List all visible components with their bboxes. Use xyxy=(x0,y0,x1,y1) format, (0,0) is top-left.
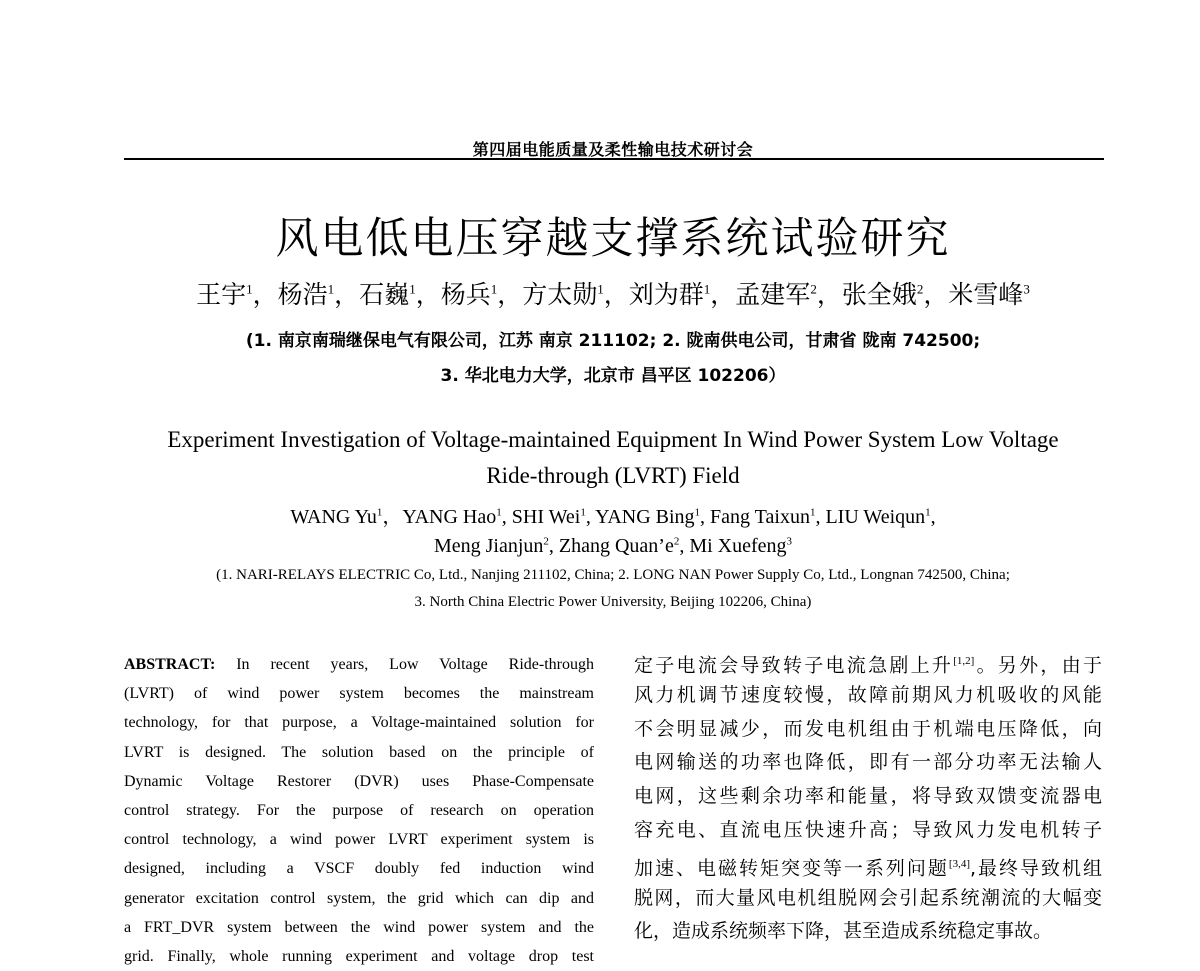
author-affiliation-mark: 2 xyxy=(673,535,680,548)
abstract xyxy=(124,650,594,971)
abstract-text: designed, including a VSCF doubly fed induction wind xyxy=(124,860,594,878)
body-text: 风力机调节速度较慢，故障前期风力机吸收的风能 xyxy=(634,683,1102,706)
abstract-text: control technology, a wind power LVRT experiment system is xyxy=(124,831,594,849)
abstract-text: (LVRT) of wind power system becomes the mainstream xyxy=(124,685,594,703)
author-affiliation-mark: 2 xyxy=(810,281,817,297)
author-separator: ， xyxy=(252,280,278,309)
affiliation-cn-line-1: (1. 南京南瑞继保电气有限公司，江苏 南京 211102; 2. 陇南供电公司，甘肃省 陇南 742500; xyxy=(245,331,981,351)
author-affiliation-mark: 3 xyxy=(786,535,793,548)
header-rule xyxy=(124,158,1104,160)
author-name: 石巍 xyxy=(359,280,410,309)
affiliation-en-line-2: 3. North China Electric Power University, Beijing 102206, China) xyxy=(414,594,812,610)
author-name: 方太勋 xyxy=(522,280,598,309)
author-affiliation-mark: 1 xyxy=(409,281,416,297)
author-affiliation-mark: 1 xyxy=(490,281,498,297)
body-line xyxy=(634,848,1102,882)
author-separator: , xyxy=(700,506,711,528)
body-line xyxy=(634,915,1102,949)
body-line xyxy=(634,882,1102,916)
author-separator: ， xyxy=(603,280,629,309)
abstract-line xyxy=(124,825,594,854)
abstract-line xyxy=(124,738,594,767)
abstract-text: technology, for that purpose, a Voltage-maintained solution for xyxy=(124,714,594,732)
author-separator: , xyxy=(548,535,559,557)
author-list-cn xyxy=(0,275,1200,311)
author-affiliation-mark: 1 xyxy=(694,506,701,519)
author-affiliation-mark: 1 xyxy=(703,281,711,297)
author-name: 杨浩 xyxy=(277,280,328,309)
author-name: 刘为群 xyxy=(628,280,704,309)
body-line xyxy=(634,713,1102,747)
body-text: 电网，这些剩余功率和能量，将导致双馈变流器电 xyxy=(634,785,1102,808)
abstract-label: ABSTRACT: xyxy=(124,656,216,673)
author-name: SHI Wei xyxy=(511,506,581,528)
author-affiliation-mark: 1 xyxy=(597,281,604,297)
author-separator: ， xyxy=(497,280,523,309)
body-text: 容充电、直流电压快速升高；导致风力发电机转子 xyxy=(634,818,1102,841)
conference-header: 第四届电能质量及柔性输电技术研讨会 xyxy=(472,140,754,159)
body-line xyxy=(634,679,1102,713)
abstract-line xyxy=(124,767,594,796)
author-name: YANG Hao xyxy=(402,506,497,528)
abstract-line xyxy=(124,708,594,737)
author-name: 杨兵 xyxy=(440,280,491,309)
body-text: 电网输送的功率也降低，即有一部分功率无法输人 xyxy=(634,751,1102,774)
author-separator: , xyxy=(585,506,596,528)
abstract-line xyxy=(124,650,594,679)
abstract-line xyxy=(124,884,594,913)
author-list-en-line-1 xyxy=(0,500,1200,529)
author-affiliation-mark: 1 xyxy=(925,506,931,519)
abstract-text: LVRT is designed. The solution based on the principle of xyxy=(124,743,594,761)
author-list-en-line-2 xyxy=(0,535,1200,558)
affiliation-en-line-1: (1. NARI-RELAYS ELECTRIC Co, Ltd., Nanjing 211102, China; 2. LONG NAN Power Supply Co, Ltd., Longnan 742500, China; xyxy=(216,567,1010,583)
author-affiliation-mark: 1 xyxy=(580,506,586,519)
body-text: 不会明显减少，而发电机组由于机端电压降低，向 xyxy=(634,717,1102,740)
body-line xyxy=(634,746,1102,780)
abstract-text: generator excitation control system, the grid which can dip and xyxy=(124,889,594,907)
abstract-text: a FRT_DVR system between the wind power system and the xyxy=(124,918,594,936)
abstract-line xyxy=(124,913,594,942)
abstract-text: grid. Finally, whole running experiment and voltage drop test xyxy=(124,947,594,965)
author-affiliation-mark: 2 xyxy=(543,535,549,548)
author-name: 米雪峰 xyxy=(948,280,1024,309)
body-line xyxy=(634,780,1102,814)
author-separator: ， xyxy=(710,280,736,309)
author-name: Fang Taixun xyxy=(710,506,810,528)
author-affiliation-mark: 1 xyxy=(327,281,335,297)
body-line xyxy=(634,814,1102,848)
affiliation-cn-line-2: 3. 华北电力大学，北京市 昌平区 102206） xyxy=(440,366,786,386)
author-name: Mi Xuefeng xyxy=(689,535,787,557)
author-separator: ， xyxy=(923,280,949,309)
author-name: Meng Jianjun xyxy=(433,535,544,557)
body-line xyxy=(634,645,1102,679)
body-text-cn xyxy=(634,645,1102,949)
author-affiliation-mark: 1 xyxy=(376,506,383,519)
author-separator: ， xyxy=(816,280,842,309)
author-name: LIU Weiqun xyxy=(825,506,926,528)
author-name: WANG Yu xyxy=(290,506,377,528)
abstract-text: control strategy. For the purpose of research on operation xyxy=(124,801,594,819)
author-name: 王宇 xyxy=(196,280,247,309)
abstract-text: In recent years, Low Voltage Ride-through xyxy=(215,656,594,673)
body-text: 加速、电磁转矩突变等一系列问题 xyxy=(634,857,949,880)
paper-title-cn: 风电低电压穿越支撑系统试验研究 xyxy=(275,214,951,264)
author-separator: , xyxy=(679,535,690,557)
body-text: 脱网，而大量风电机组脱网会引起系统潮流的大幅变 xyxy=(634,886,1102,909)
author-separator: , xyxy=(930,506,936,528)
author-affiliation-mark: 1 xyxy=(809,506,816,519)
author-affiliation-mark: 2 xyxy=(916,281,924,297)
abstract-line xyxy=(124,942,594,971)
body-text: 定子电流会导致转子电流急剧上升 xyxy=(634,654,954,677)
abstract-line xyxy=(124,854,594,883)
abstract-line xyxy=(124,796,594,825)
body-text: ,最终导致机组 xyxy=(969,857,1102,880)
author-affiliation-mark: 3 xyxy=(1023,281,1030,297)
paper-title-en-line-1: Experiment Investigation of Voltage-maintained Equipment In Wind Power System Low Voltage xyxy=(167,427,1059,452)
body-text: 。另外，由于 xyxy=(974,654,1102,677)
author-separator: ， xyxy=(382,506,403,528)
author-separator: , xyxy=(815,506,826,528)
paper-title-en-line-2: Ride-through (LVRT) Field xyxy=(486,463,740,488)
abstract-line xyxy=(124,679,594,708)
author-affiliation-mark: 1 xyxy=(496,506,502,519)
abstract-text: Dynamic Voltage Restorer (DVR) uses Phase-Compensate xyxy=(124,772,594,790)
author-name: YANG Bing xyxy=(595,506,695,528)
author-name: 张全娥 xyxy=(841,280,917,309)
citation-mark: [3,4] xyxy=(948,857,970,870)
author-separator: ， xyxy=(334,280,360,309)
author-name: Zhang Quan’e xyxy=(558,535,674,557)
author-affiliation-mark: 1 xyxy=(246,281,253,297)
author-separator: , xyxy=(501,506,512,528)
body-text: 化，造成系统频率下降，甚至造成系统稳定事故。 xyxy=(634,920,1053,943)
author-separator: ， xyxy=(415,280,441,309)
citation-mark: [1,2] xyxy=(953,655,975,667)
author-name: 孟建军 xyxy=(735,280,811,309)
